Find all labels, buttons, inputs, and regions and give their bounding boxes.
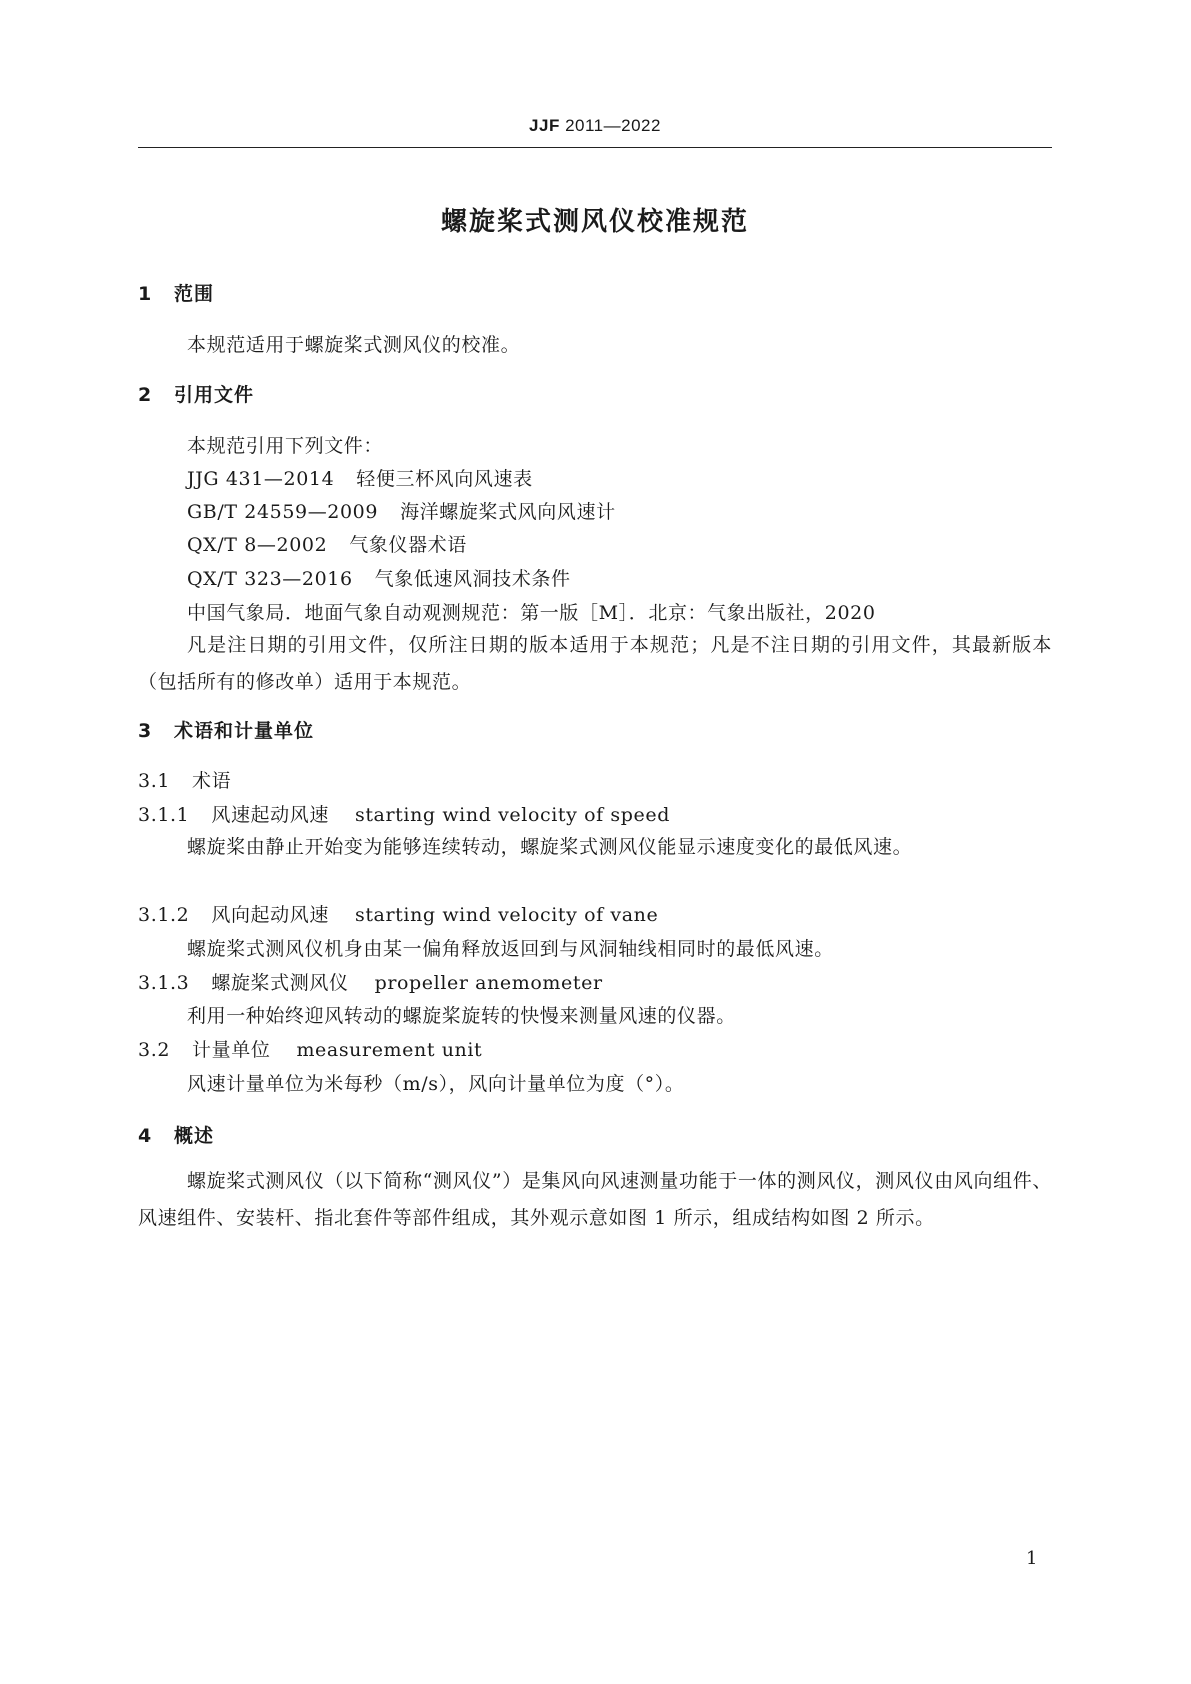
reference-name: 气象低速风洞技术条件: [374, 568, 571, 590]
references-intro: 本规范引用下列文件：: [187, 435, 384, 457]
term-en: starting wind velocity of vane: [354, 904, 659, 926]
term-en: propeller anemometer: [374, 972, 603, 994]
term-number: 3.1.3: [138, 972, 190, 994]
section-title: 范围: [174, 283, 215, 305]
page-header: [138, 116, 1052, 136]
term-zh: 螺旋桨式测风仪: [211, 972, 349, 994]
subsection-label: 术语: [192, 770, 232, 792]
subsection-3-2-definition: 风速计量单位为米每秒（m/s），风向计量单位为度（°）。: [187, 1073, 685, 1095]
reference-code: JJG 431—2014: [187, 468, 335, 490]
term-3-1-3-definition: 利用一种始终迎风转动的螺旋桨旋转的快慢来测量风速的仪器。: [187, 1005, 736, 1027]
section-1-text: 本规范适用于螺旋桨式测风仪的校准。: [187, 334, 521, 356]
references-note: 凡是注日期的引用文件，仅所注日期的版本适用于本规范；凡是不注日期的引用文件，其最新版本（包括所有的修改单）适用于本规范。: [138, 634, 1052, 693]
subsection-en: measurement unit: [296, 1039, 483, 1061]
reference-name: 轻便三杯风向风速表: [356, 468, 533, 490]
section-number: 4: [138, 1125, 153, 1147]
reference-book: 中国气象局．地面气象自动观测规范：第一版［M］．北京：气象出版社，2020: [187, 602, 876, 624]
section-4-text: 螺旋桨式测风仪（以下简称“测风仪”）是集风向风速测量功能于一体的测风仪，测风仪由风向组件、风速组件、安装杆、指北套件等部件组成，其外观示意如图 1 所示，组成结构如图 2 所示。: [138, 1170, 1052, 1229]
section-number: 1: [138, 283, 153, 305]
reference-code: QX/T 8—2002: [187, 534, 328, 556]
subsection-number: 3.1: [138, 770, 171, 792]
section-4-heading: [138, 1121, 214, 1148]
subsection-3-1: [138, 766, 231, 793]
term-3-1-1: [138, 800, 670, 827]
header-divider: [138, 147, 1052, 148]
reference-name: 气象仪器术语: [349, 534, 467, 556]
subsection-number: 3.2: [138, 1039, 171, 1061]
section-1-heading: [138, 279, 214, 306]
term-3-1-2-definition: 螺旋桨式测风仪机身由某一偏角释放返回到与风洞轴线相同时的最低风速。: [187, 938, 834, 960]
term-3-1-2: [138, 900, 658, 927]
section-title: 术语和计量单位: [174, 720, 315, 742]
term-number: 3.1.2: [138, 904, 190, 926]
reference-name: 海洋螺旋桨式风向风速计: [400, 501, 616, 523]
standard-code-number: 2011—2022: [565, 116, 661, 135]
section-title: 引用文件: [174, 384, 255, 406]
reference-code: GB/T 24559—2009: [187, 501, 379, 523]
reference-item: [187, 564, 571, 591]
section-number: 3: [138, 720, 153, 742]
term-3-1-3: [138, 968, 603, 995]
reference-item: [187, 530, 467, 557]
term-3-1-1-definition: 螺旋桨由静止开始变为能够连续转动，螺旋桨式测风仪能显示速度变化的最低风速。: [187, 836, 913, 858]
term-en: starting wind velocity of speed: [354, 804, 670, 826]
document-title: 螺旋桨式测风仪校准规范: [440, 207, 749, 237]
section-number: 2: [138, 384, 153, 406]
reference-code: QX/T 323—2016: [187, 568, 353, 590]
section-2-heading: [138, 380, 254, 407]
standard-code-prefix: JJF: [529, 116, 560, 135]
term-zh: 风速起动风速: [211, 804, 329, 826]
subsection-3-2: [138, 1035, 482, 1062]
reference-item: [187, 464, 533, 491]
reference-item: [187, 497, 616, 524]
term-number: 3.1.1: [138, 804, 190, 826]
page-number: 1: [1026, 1548, 1038, 1569]
section-3-heading: [138, 716, 314, 743]
subsection-zh: 计量单位: [192, 1039, 271, 1061]
term-zh: 风向起动风速: [211, 904, 329, 926]
section-title: 概述: [174, 1125, 215, 1147]
